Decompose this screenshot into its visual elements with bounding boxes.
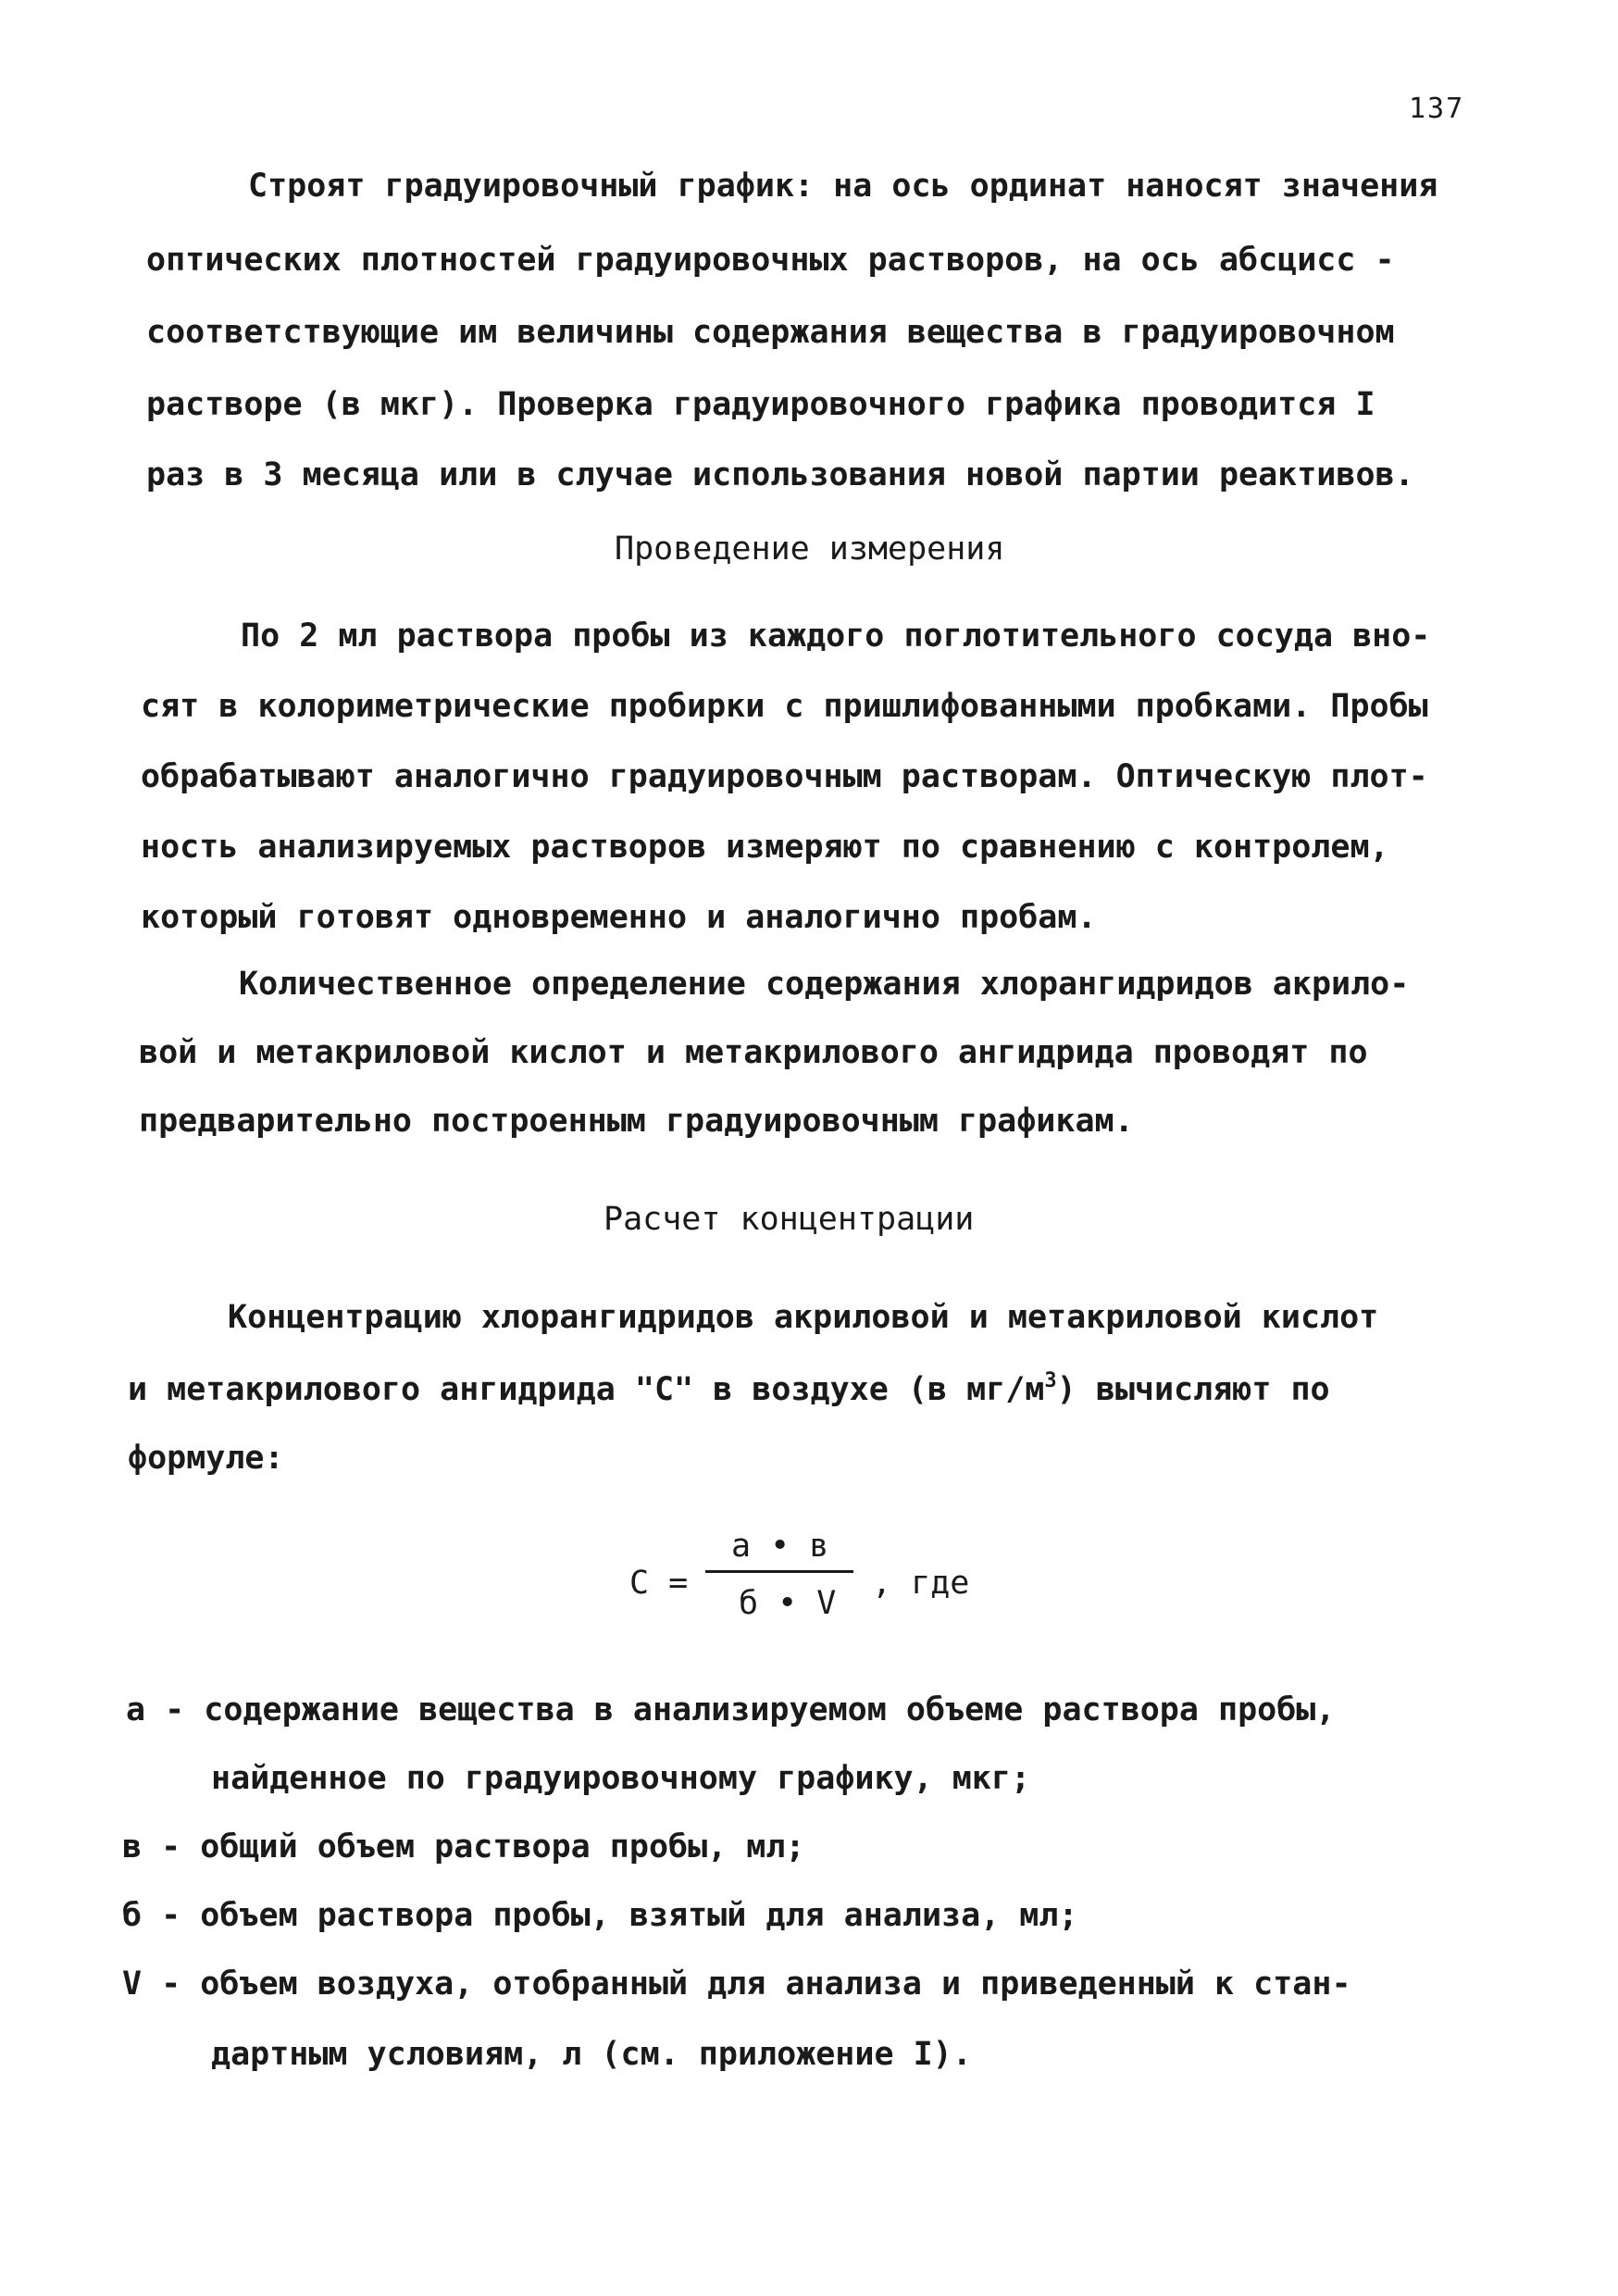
page-number: 137 — [1409, 93, 1465, 125]
superscript: 3 — [1044, 1369, 1057, 1392]
paragraph-line: обрабатывают аналогично градуировочным растворам. Оптическую плот- — [141, 758, 1428, 795]
formula-tail: , где — [872, 1565, 970, 1602]
paragraph-line: Концентрацию хлорангидридов акриловой и метакриловой кислот — [228, 1299, 1379, 1336]
paragraph-line: который готовят одновременно и аналогично пробам. — [141, 899, 1097, 936]
paragraph-line: Количественное определение содержания хлорангидридов акрило- — [239, 966, 1410, 1003]
definition-line: в - общий объем раствора пробы, мл; — [122, 1828, 805, 1866]
fraction-bar — [705, 1570, 853, 1573]
paragraph-text: и метакрилового ангидрида "С" в воздухе (в мг/м — [128, 1371, 1045, 1408]
definition-line: б - объем раствора пробы, взятый для анализа, мл; — [122, 1897, 1078, 1934]
paragraph-line: вой и метакриловой кислот и метакрилового ангидрида проводят по — [139, 1034, 1368, 1071]
formula-lhs: С = — [629, 1565, 689, 1602]
paragraph-line — [128, 1369, 1330, 1408]
definition-line: найденное по градуировочному графику, мкг; — [211, 1760, 1031, 1797]
paragraph-line: формуле: — [128, 1440, 284, 1477]
paragraph-line: сят в колориметрические пробирки с пришлифованными пробками. Пробы — [141, 688, 1428, 725]
paragraph-line: раз в 3 месяца или в случае использования новой партии реактивов. — [146, 456, 1414, 493]
paragraph-line: Строят градуировочный график: на ось ординат наносят значения — [248, 168, 1438, 205]
section-heading-calculation: Расчет концентрации — [604, 1201, 975, 1238]
paragraph-line: ность анализируемых растворов измеряют по сравнению с контролем, — [141, 829, 1389, 866]
paragraph-line: оптических плотностей градуировочных растворов, на ось абсцисс - — [146, 242, 1395, 279]
paragraph-line: растворе (в мкг). Проверка градуировочного графика проводится I — [146, 386, 1375, 423]
concentration-formula — [629, 1528, 1037, 1648]
paragraph-line: предварительно построенным градуировочным графикам. — [139, 1103, 1134, 1140]
definition-line: дартным условиям, л (см. приложение I). — [211, 2036, 972, 2073]
formula-numerator: а • в — [731, 1528, 829, 1565]
section-heading-measurement: Проведение измерения — [615, 530, 1005, 568]
definition-line: а - содержание вещества в анализируемом объеме раствора пробы, — [126, 1691, 1336, 1728]
paragraph-line: соответствующие им величины содержания вещества в градуировочном — [146, 314, 1395, 351]
definition-line: V - объем воздуха, отобранный для анализа и приведенный к стан- — [122, 1965, 1351, 2003]
formula-denominator: б • V — [739, 1585, 837, 1622]
paragraph-text: ) вычисляют по — [1056, 1371, 1330, 1408]
paragraph-line: По 2 мл раствора пробы из каждого поглотительного сосуда вно- — [241, 618, 1431, 655]
